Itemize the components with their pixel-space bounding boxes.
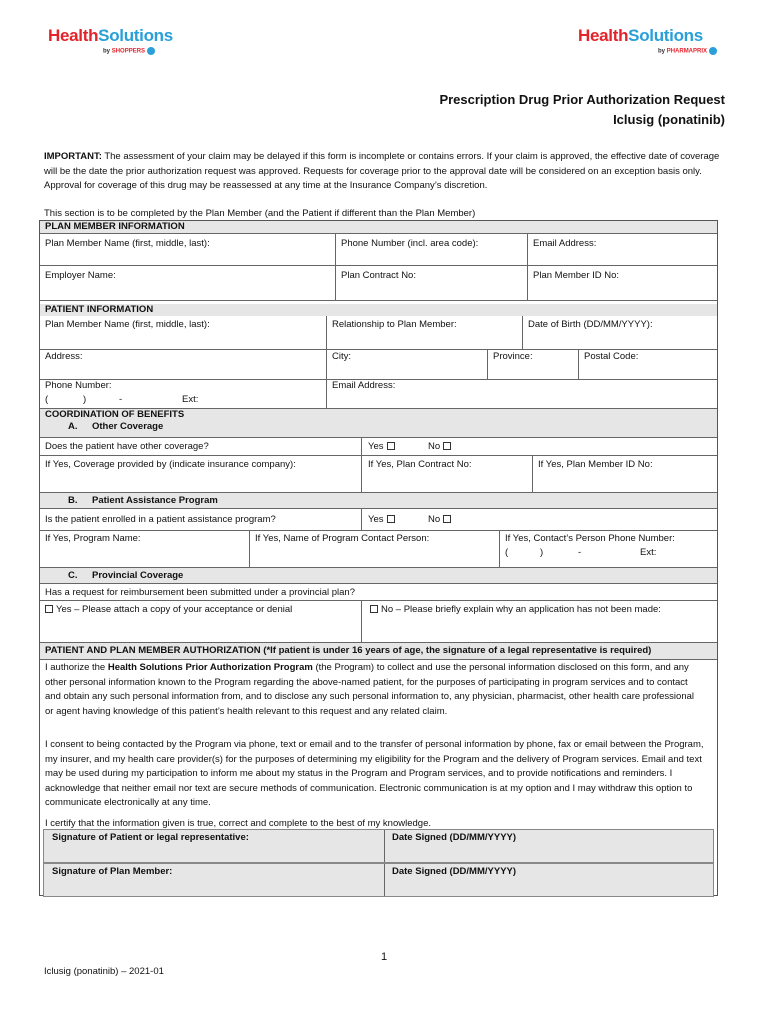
other-plan-member-id-field[interactable]: If Yes, Plan Member ID No:: [538, 459, 653, 470]
yes-label: Yes: [368, 514, 384, 525]
health-solutions-shoppers-logo: [48, 26, 173, 55]
provincial-no-option[interactable]: [370, 604, 661, 615]
other-coverage-no-option[interactable]: [428, 441, 451, 452]
contact-phone-ext: Ext:: [640, 547, 657, 558]
divider: [361, 600, 362, 642]
cob-header-title: COORDINATION OF BENEFITS: [45, 409, 185, 420]
divider: [40, 349, 717, 350]
employer-name-field[interactable]: Employer Name:: [45, 270, 116, 281]
divider: [40, 659, 717, 660]
checkbox-icon[interactable]: [387, 515, 395, 523]
member-signature-field[interactable]: Signature of Plan Member:: [52, 866, 173, 877]
logo-partner: PHARMAPRIX: [666, 48, 708, 55]
logo-badge-icon: [147, 47, 155, 55]
divider: [40, 508, 717, 509]
divider: [384, 830, 385, 862]
contact-phone-paren-open: (: [505, 547, 509, 558]
plan-member-name-field[interactable]: Plan Member Name (first, middle, last):: [45, 238, 210, 249]
divider: [532, 455, 533, 492]
other-plan-contract-field[interactable]: If Yes, Plan Contract No:: [368, 459, 472, 470]
contact-phone-paren-close: ): [540, 547, 544, 558]
logo-badge-icon: [709, 47, 717, 55]
consent-paragraph: I consent to being contacted by the Program via phone, text or email and to the transfer of personal information by phone, fax or email between the Program, my insurer, and my health care provider(s) for the purposes of determining my eligibility for the Program and the delivery of Program services. Email and text may be used during my participation to inform me about my status in the Program and Program services, and to provide notifications and reminders. I acknowledge that neither email nor text are secure methods of communication. Electronic communication is at my option and I may withdraw this option to communicate electronically at any time.: [45, 739, 704, 808]
divider: [40, 437, 717, 438]
checkbox-icon[interactable]: [443, 442, 451, 450]
divider: [40, 233, 717, 234]
pap-no-option[interactable]: [428, 514, 451, 525]
checkbox-icon[interactable]: [387, 442, 395, 450]
plan-member-header: PLAN MEMBER INFORMATION: [40, 221, 717, 233]
cob-header: [40, 409, 717, 437]
form-title-drug: Iclusig (ponatinib): [613, 112, 725, 127]
form-title: [439, 90, 725, 130]
contact-phone-dash: -: [578, 547, 582, 558]
important-label: IMPORTANT:: [44, 151, 102, 162]
divider: [40, 600, 717, 601]
patient-signature-field[interactable]: Signature of Patient or legal representative:: [52, 832, 249, 843]
provincial-header: [40, 568, 717, 583]
postal-code-field[interactable]: Postal Code:: [584, 351, 639, 362]
divider: [499, 530, 500, 567]
phone-ext: Ext:: [182, 394, 199, 405]
important-notice: [44, 150, 728, 194]
other-coverage-yes-option[interactable]: [368, 441, 395, 452]
patient-name-field[interactable]: Plan Member Name (first, middle, last):: [45, 319, 210, 330]
form-frame: [39, 220, 718, 896]
provincial-yes-option[interactable]: [45, 604, 292, 615]
patient-date-signed-field[interactable]: Date Signed (DD/MM/YYYY): [392, 832, 517, 843]
coverage-provider-field[interactable]: If Yes, Coverage provided by (indicate insurance company):: [45, 459, 296, 470]
authorization-header: PATIENT AND PLAN MEMBER AUTHORIZATION (*If patient is under 16 years of age, the signature of a legal representative is required): [40, 643, 717, 659]
logo-brand-health: Health: [578, 26, 629, 45]
divider: [487, 349, 488, 379]
divider: [527, 233, 528, 300]
contact-phone-field[interactable]: If Yes, Contact’s Person Phone Number:: [505, 533, 675, 544]
program-name-field[interactable]: If Yes, Program Name:: [45, 533, 141, 544]
section-c-letter: C.: [68, 570, 78, 581]
section-a-letter: A.: [68, 421, 78, 432]
no-label: No: [428, 441, 441, 452]
auth-program-name: Health Solutions Prior Authorization Program: [107, 662, 313, 673]
divider: [326, 316, 327, 411]
provincial-no-label: No – Please briefly explain why an application has not been made:: [381, 604, 661, 615]
pap-header: [40, 493, 717, 508]
relationship-field[interactable]: Relationship to Plan Member:: [332, 319, 457, 330]
checkbox-icon[interactable]: [45, 605, 53, 613]
yes-label: Yes: [368, 441, 384, 452]
plan-member-phone-field[interactable]: Phone Number (incl. area code):: [341, 238, 479, 249]
divider: [384, 864, 385, 896]
divider: [361, 508, 362, 530]
no-label: No: [428, 514, 441, 525]
plan-member-id-field[interactable]: Plan Member ID No:: [533, 270, 620, 281]
divider: [335, 233, 336, 300]
form-title-line1: Prescription Drug Prior Authorization Request: [439, 92, 725, 107]
logo-by: by: [658, 48, 666, 55]
checkbox-icon[interactable]: [443, 515, 451, 523]
other-coverage-question: Does the patient have other coverage?: [45, 441, 209, 452]
patient-signature-row: [43, 829, 714, 863]
province-field[interactable]: Province:: [493, 351, 533, 362]
pap-question: Is the patient enrolled in a patient assistance program?: [45, 514, 276, 525]
divider: [40, 530, 717, 531]
logo-brand-solutions: Solutions: [98, 26, 173, 45]
logo-partner: SHOPPERS: [111, 48, 146, 55]
section-note: This section is to be completed by the Plan Member (and the Patient if different than the Plan Member): [44, 208, 476, 219]
plan-contract-field[interactable]: Plan Contract No:: [341, 270, 416, 281]
divider: [249, 530, 250, 567]
divider: [40, 300, 717, 301]
logo-brand-health: Health: [48, 26, 99, 45]
logo-brand-solutions: Solutions: [628, 26, 703, 45]
divider: [578, 349, 579, 379]
member-signature-row: [43, 863, 714, 897]
authorization-paragraph: [45, 661, 705, 719]
pap-yes-option[interactable]: [368, 514, 395, 525]
address-field[interactable]: Address:: [45, 351, 83, 362]
checkbox-icon[interactable]: [370, 605, 378, 613]
divider: [522, 316, 523, 349]
divider: [40, 265, 717, 266]
health-solutions-pharmaprix-logo: [578, 26, 717, 55]
certification-statement: I certify that the information given is true, correct and complete to the best of my knowledge.: [45, 818, 431, 829]
patient-email-field[interactable]: Email Address:: [332, 380, 396, 391]
plan-member-email-field[interactable]: Email Address:: [533, 238, 597, 249]
phone-paren-close: ): [83, 394, 87, 405]
section-a-title: Other Coverage: [92, 421, 164, 432]
patient-info-header: PATIENT INFORMATION: [40, 304, 717, 316]
program-contact-field[interactable]: If Yes, Name of Program Contact Person:: [255, 533, 430, 544]
provincial-yes-label: Yes – Please attach a copy of your acceptance or denial: [56, 604, 293, 615]
member-date-signed-field[interactable]: Date Signed (DD/MM/YYYY): [392, 866, 517, 877]
important-text: The assessment of your claim may be delayed if this form is incomplete or contains errors. If your claim is approved, the effective date of coverage will be the date the prior authorization request was approved. Requests for coverage prior to the approval date will be considered on an exception basis only. Approval for coverage of this drug may be reassessed at any time at the Insurance Company’s discretion.: [44, 151, 720, 191]
phone-paren-open: (: [45, 394, 49, 405]
auth-p1-start: I authorize the: [45, 662, 108, 673]
section-b-letter: B.: [68, 495, 78, 506]
patient-phone-field[interactable]: Phone Number:: [45, 380, 112, 391]
page-number: 1: [381, 951, 388, 963]
divider: [361, 437, 362, 492]
divider: [40, 583, 717, 584]
section-b-title: Patient Assistance Program: [92, 495, 218, 506]
auth-p1-rest: (the Program) to collect and use the personal information disclosed on this form, and any other personal information known to the Program regarding the above-named patient, for the purposes of participating in program services and to contact and obtain any such personal information from, and to disclose any such personal information to, any physician, pharmacist, other health care professional or agent having knowledge of this patient’s health relevant to this request and any related claim.: [45, 662, 695, 717]
divider: [40, 455, 717, 456]
city-field[interactable]: City:: [332, 351, 351, 362]
provincial-question: Has a request for reimbursement been submitted under a provincial plan?: [45, 587, 355, 598]
footer-doc-id: Iclusig (ponatinib) – 2021-01: [44, 966, 164, 977]
section-c-title: Provincial Coverage: [92, 570, 184, 581]
phone-dash: -: [119, 394, 123, 405]
date-of-birth-field[interactable]: Date of Birth (DD/MM/YYYY):: [528, 319, 653, 330]
logo-by: by: [103, 48, 111, 55]
